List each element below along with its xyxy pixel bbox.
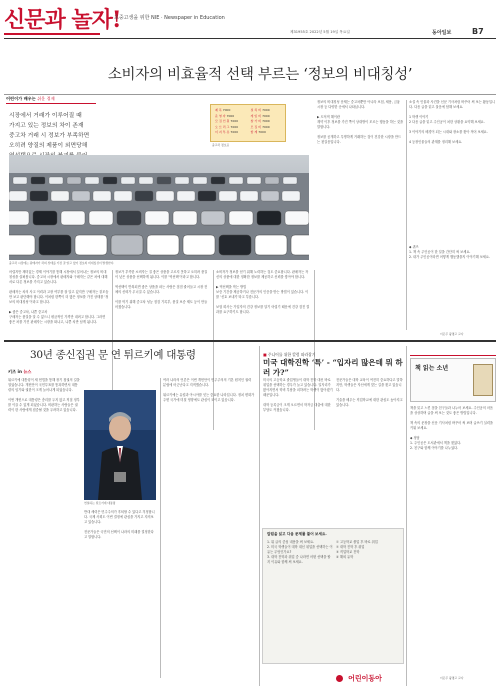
- column-kicker-label: 주니어를 위한 칼럼 따라잡기: [267, 352, 316, 357]
- section-brand: 신문과 놀자!: [4, 7, 121, 33]
- info-row: 게 임 비 7000: [250, 113, 270, 118]
- mid-kicker-prefix: 키즈 in: [8, 369, 22, 374]
- column-body-2: 전문가들은 대학 교육이 여전히 중요하다고 말하지만, 학생들은 자신에게 맞는 길을 찾고 있습니다. 기술을 배우는 직업학교에 대한 관심도 높아지고 있습니다.: [336, 378, 403, 407]
- quiz-left: 1. 위 글의 중심 내용을 써 보세요. 2. 미국 학생들이 대학 대신 취업을 선택하는 이유는 무엇인가요? 3. 대학 진학과 취업 중 나라면 어떤 선택을 할지 이유와 함께 써 보세요.: [267, 540, 333, 564]
- brand-underline: [4, 33, 100, 35]
- right-col-quiz: ◆ 퀴즈 1. 책 속 주인공이 한 일을 간단히 써 보세요. 2. 내가 주인공이라면 어떻게 행동했을지 이야기해 보세요.: [409, 245, 490, 259]
- footer-logo: [336, 668, 404, 686]
- mid-body-3: 여러 나라의 언론은 이번 개헌안이 민주주의의 기본 원칙인 권력 분립에 어긋난다고 지적했습니다. 튀르키예는 유럽과 아시아를 잇는 중요한 나라입니다. 정치 변화가 주변 국가에 미칠 영향에도 관심이 모이고 있습니다.: [163, 378, 255, 402]
- kicker-bullet: ■: [263, 352, 267, 357]
- section-rule: [4, 340, 496, 342]
- president-photo: [84, 390, 156, 500]
- column-headline: 미국 대학진학 ‘특’ - “입자리 많은데 뭐 하러 가?”: [263, 358, 403, 377]
- info-row: 이 지 투 유 7000: [215, 130, 239, 134]
- info-row: 설 치 비 7000: [250, 108, 270, 112]
- top-kicker: [6, 96, 55, 102]
- right-bottom-byline: 이은주 광명고 교사: [440, 676, 464, 680]
- col-divider: [160, 378, 161, 678]
- top-body-col-c: 소비자가 정보를 얻기 위해 노력하는 것도 중요합니다. 판매자는 자신의 상품에 대한 정확한 정보를 제공하고 신뢰를 쌓아야 합니다. ▶ 역선택을 막는 방법 보증 기간을 제공하거나 전문가의 인증을 받는 방법이 있습니다. 이를 ‘신호 보내기’라고 부릅니다. 보험 회사는 가입자의 건강 정보를 알기 어렵기 때문에 건강 검진 결과를 요구하기도 합니다.: [216, 270, 310, 314]
- mid-kicker: [8, 369, 31, 375]
- column-body-1: 미국의 고등학교 졸업생들이 대학 진학 대신 바로 취업을 선택하는 경우가 늘고 있습니다. 일자리가 많아지면서 학비 부담을 피하려는 학생이 많아졌기 때문입니다. 대학 등록금이 크게 오르면서 학자금 대출에 대한 부담도 커졌습니다.: [263, 378, 333, 412]
- tagline: 초중고생을 위한 NIE · Newspaper in Education: [114, 15, 225, 21]
- quiz-title: 칼럼을 읽고 다음 문제를 풀어 보세요.: [267, 532, 327, 536]
- column-quiz-box: [262, 528, 404, 664]
- info-row: 모 집 비 7000: [250, 124, 270, 129]
- kicker-prefix: 어린이가 배우는: [6, 96, 36, 101]
- paper-name: 동아일보: [432, 30, 452, 36]
- issue-number: 제31955호: [290, 30, 309, 34]
- headline-rule: [4, 94, 496, 95]
- right-bottom-kicker: [410, 348, 496, 356]
- info-row: 모 집 인 원 7000: [215, 119, 239, 123]
- top-byline: 이은주 광명고 교사: [440, 332, 464, 336]
- footer-logo-text: 어린이동아: [348, 674, 382, 683]
- info-row: 오 브 리 그 7000: [215, 124, 239, 129]
- book-cover-icon: [473, 364, 493, 396]
- top-body-col-b: 정보가 부족한 소비자는 질 좋은 상품을 고르지 못하고 오히려 품질이 낮은 상품을 선택하게 됩니다. 이를 ‘역선택’이라고 합니다. 역선택이 반복되면 좋은 상품을 파는 사람은 점점 줄어들고 시장 전체의 신뢰가 무너질 수 있습니다. 이를 막기 위해 중고차 성능 점검 기록부, 품질 보증 제도 등이 만들어졌습니다.: [115, 270, 208, 309]
- col-divider: [406, 100, 407, 330]
- mid-body-2: 반대 세력은 민주주의가 후퇴할 수 있다고 걱정합니다. 국제 사회도 이번 결정에 관심을 가지고 지켜보고 있습니다. 전문가들은 국민의 선택이 나라의 미래를 결정한다고 말합니다.: [84, 510, 155, 539]
- page-number: B7: [472, 27, 484, 36]
- col-divider: [406, 346, 407, 686]
- quiz-right: ① 고등학교 졸업 후 바로 취업 ② 대학 진학 후 취업 ③ 직업학교 진학 ④ 해외 유학: [336, 540, 378, 559]
- book-title: 책 읽는 소년: [415, 365, 449, 372]
- issue-date: 2022년 5월 19일 목요일: [309, 30, 350, 34]
- col-divider: [259, 346, 260, 686]
- logo-mark-icon: [336, 675, 343, 682]
- issue-info: [290, 30, 350, 35]
- top-lead: 시장에서 거래가 이루어질 때 가지고 있는 정보의 차이 존재 중고차 거래 시 정보가 부족하면 오히려 양질의 제품이 외면당해: [9, 113, 90, 149]
- info-row: 운 영 자 7000: [215, 113, 235, 118]
- mid-photo-caption: 연설하는 튀르키예 대통령: [84, 501, 116, 505]
- top-body-col-a: 어렵지만 재미있는 경제 이야기를 통해 시장에서 일어나는 정보의 비대칭성을 살펴봅니다. 중고차 시장에서 판매자와 구매자는 같은 차에 대해 서로 다른 정보를 가지고 있습니다. 판매자는 차의 사고 이력과 고장 여부를 잘 알고 있지만 구매자는 겉모습만 보고 판단해야 합니다. 이처럼 한쪽이 더 많은 정보를 가진 상태를 ‘정보의 비대칭성’이라고 합니다. ▶ 좋은 중고차, 나쁜 중고차 구매자는 품질을 알 수 없으니 평균적인 가격만 내려고 합니다. 그러면 좋은 차를 가진 판매자는 시장을 떠나고, 나쁜 차만 남게 됩니다.: [9, 270, 109, 324]
- mid-kicker-label: 뉴스: [23, 369, 32, 374]
- right-col-intro: 소설 속 인물과 사건을 신문 기사처럼 바꾸어 써 보는 활동입니다. 다음 글을 읽고 물음에 답해 보세요. 1 학생 이야기 2 다음 글을 읽고 주인공이 처한 상황을 요약해 보세요. 3 이야기의 배경이 되는 시대와 장소를 찾아 적어 보세요. 4 등장인물들의 관계를 정리해 보세요.: [409, 100, 496, 144]
- kicker-topic: 쉬운 경제: [37, 96, 55, 101]
- top-body-col-d: 정보의 비대칭성 문제는 중고차뿐만 아니라 보험, 채용, 금융 시장 등 다양한 곳에서 나타납니다. ▶ 도덕적 해이란 계약 이후 정보를 가진 쪽이 상대방이 모르는 행동을 하는 것을 말합니다. 정보를 공개하고 투명하게 거래하는 것이 건강한 시장을 만드는 첫걸음입니다.: [317, 100, 404, 144]
- top-headline: 소비자의 비효율적 선택 부르는 ‘정보의 비대칭성’: [107, 67, 413, 83]
- used-car-lot-photo: [9, 155, 309, 260]
- car-lot-image: [9, 155, 309, 260]
- info-row: 제 목 7000: [215, 108, 231, 112]
- kicker-rule: [6, 103, 96, 104]
- photo-caption: 중고차 시장에는 판매자가 차의 상태를 가장 잘 알고 있어 정보의 비대칭성이 발생한다.: [9, 261, 115, 265]
- right-bottom-body: 책을 읽고 느낀 점을 친구들과 나누어 보세요. 주인공의 마음을 상상하며 글을 써 보는 것도 좋은 방법입니다. 책 속의 문장을 신문 기사처럼 바꾸어 써 보며 글쓰기 실력을 키워 보세요. ◆ 정답 1. 주인공은 도서관에서 책을 찾았다. 2. 친구와 함께 이야기를 나누었다.: [410, 406, 494, 450]
- info-box-caption: 중고차 정보표: [212, 143, 230, 147]
- mid-body-1: 튀르키예 대통령이 새 헌법을 통해 장기 집권의 길을 열었습니다. 개헌안이 국민투표를 통과하면서 대통령의 임기와 권한이 크게 늘어나게 되었습니다. 이번 개헌으로 대통령은 총리를 두지 않고 직접 정부를 이끌 수 있게 되었습니다. 비판하는 사람들은 권력이 한 사람에게 집중될 것을 우려하고 있습니다.: [8, 378, 80, 412]
- president-image: [84, 390, 156, 500]
- info-box: [210, 104, 286, 142]
- info-box-grid: [215, 108, 283, 136]
- info-row: 참 가 비 7000: [250, 119, 270, 123]
- book-box: [410, 358, 496, 402]
- info-row: 합 계 7000: [250, 130, 266, 134]
- mid-headline: 30년 종신집권 문 연 튀르키예 대통령: [30, 349, 196, 361]
- masthead-rule: [4, 38, 496, 39]
- masthead: [0, 0, 500, 36]
